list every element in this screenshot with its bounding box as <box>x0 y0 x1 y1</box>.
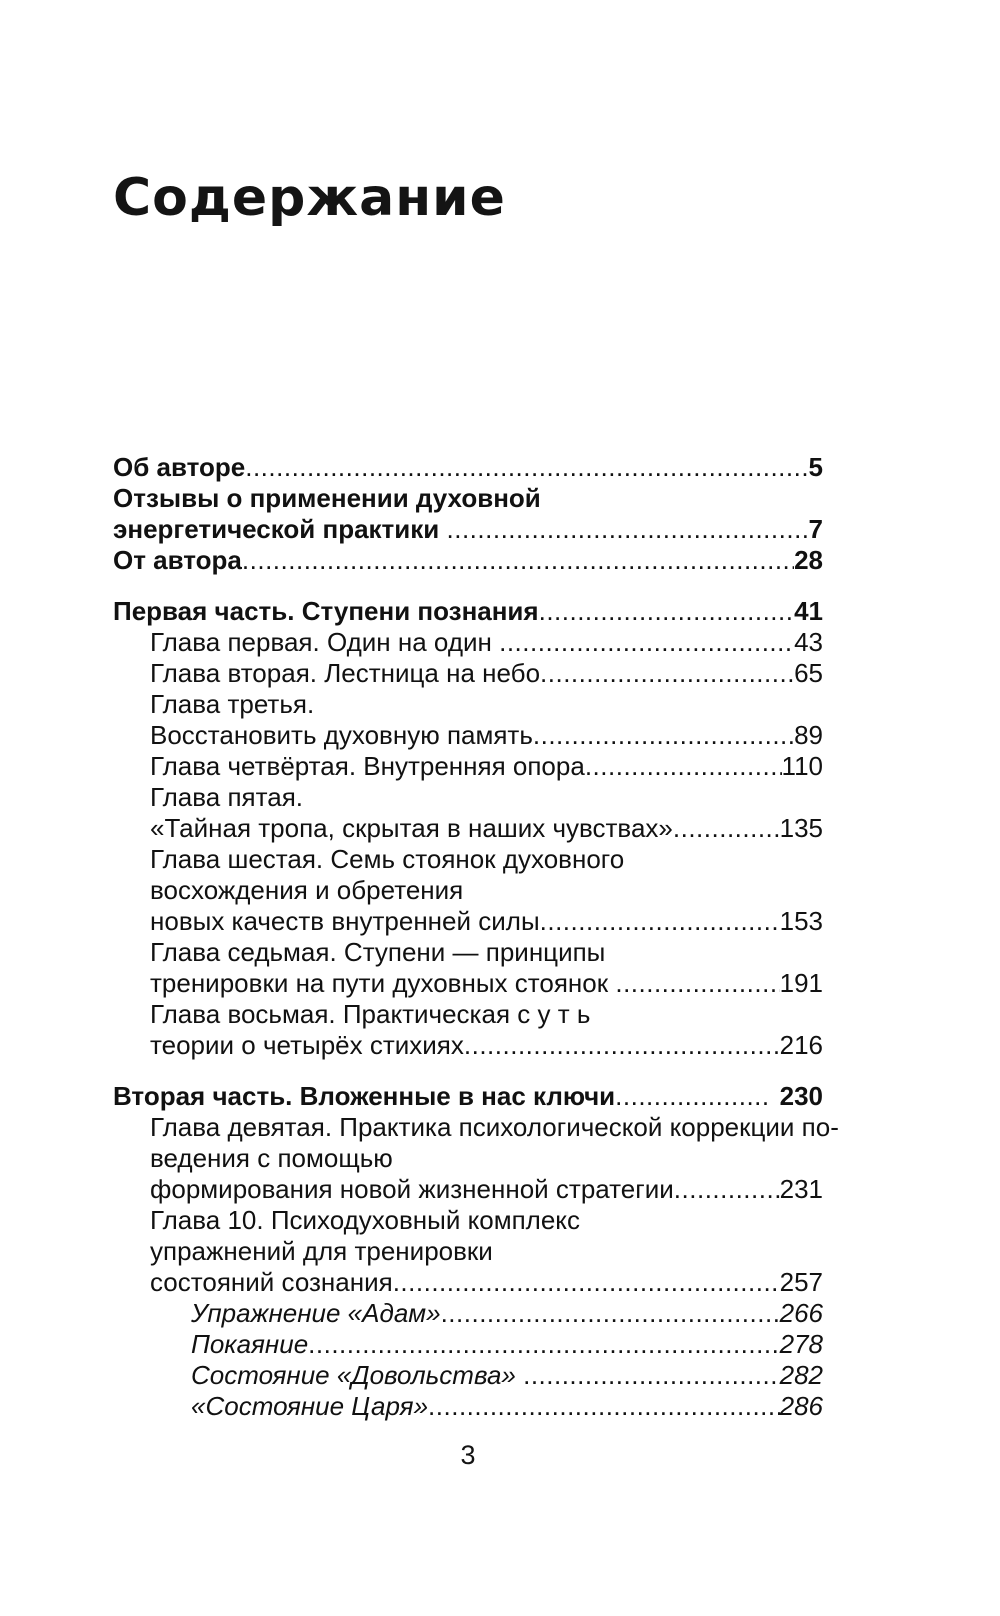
toc-entry <box>113 999 823 1061</box>
toc-line <box>150 1267 823 1298</box>
toc-entry-text: формирования новой жизненной стратегии <box>150 1174 674 1204</box>
toc-entry <box>113 1205 823 1298</box>
toc-entry-text: Восстановить духовную память <box>150 720 533 750</box>
toc-entry-text: Глава 10. Психодуховный комплекс <box>150 1205 580 1235</box>
toc-entry <box>113 689 823 751</box>
toc-line <box>113 545 823 576</box>
dot-leader <box>499 627 794 658</box>
toc-entry-text: От автора <box>113 545 242 575</box>
toc-line <box>150 1030 823 1061</box>
toc-entry <box>113 782 823 844</box>
toc-entry-text: новых качеств внутренней силы <box>150 906 540 936</box>
toc-entry-text: состояний сознания <box>150 1267 393 1297</box>
toc-line <box>150 1205 823 1236</box>
toc-entry-text: Глава третья. <box>150 689 315 719</box>
toc-line <box>150 968 823 999</box>
toc-line <box>150 720 823 751</box>
toc-page-number: 110 <box>781 751 823 781</box>
toc-entry-text: упражнений для тренировки <box>150 1236 493 1266</box>
toc-page-number: 266 <box>779 1298 823 1328</box>
toc-line <box>113 514 823 545</box>
toc-entry <box>113 1391 823 1422</box>
toc-line <box>150 782 823 813</box>
toc-entry-text: Глава четвёртая. Внутренняя опора <box>150 751 585 781</box>
toc-line <box>113 483 823 514</box>
toc-entry-text: Вторая часть. Вложенные в нас ключи <box>113 1081 616 1111</box>
toc-page-number: 41 <box>794 596 823 626</box>
toc-entry <box>113 1081 823 1112</box>
dot-leader <box>245 452 808 483</box>
footer-page-number: 3 <box>460 1440 476 1470</box>
toc-line <box>150 937 823 968</box>
toc-entry-text: Упражнение «Адам» <box>191 1298 441 1328</box>
toc-page-number: 65 <box>794 658 823 688</box>
dot-leader <box>393 1267 780 1298</box>
toc-entry-text: ведения с помощью <box>150 1143 393 1173</box>
dot-leader <box>441 1298 780 1329</box>
toc-entry-text: «Состояние Царя» <box>191 1391 429 1421</box>
dot-leader <box>447 514 809 545</box>
toc-line <box>150 875 823 906</box>
toc-entry-text: энергетической практики <box>113 514 447 544</box>
toc-line <box>191 1329 823 1360</box>
toc-page-number: 89 <box>794 720 823 750</box>
toc-line <box>150 689 823 720</box>
toc-page-number: 153 <box>779 906 823 936</box>
toc-entry-text: Покаяние <box>191 1329 309 1359</box>
toc-entry <box>113 844 823 937</box>
dot-leader <box>615 968 779 999</box>
dot-leader <box>585 751 782 782</box>
dot-leader <box>428 1391 780 1422</box>
dot-leader <box>615 1081 772 1112</box>
dot-leader <box>533 720 794 751</box>
toc-page-number: 216 <box>779 1030 823 1060</box>
toc-line <box>113 452 823 483</box>
toc-line <box>150 1143 823 1174</box>
toc-entry <box>113 1112 839 1205</box>
dot-leader <box>540 906 780 937</box>
toc-line <box>150 999 823 1030</box>
toc-entry <box>113 596 823 627</box>
toc-entry <box>113 937 823 999</box>
toc-line <box>150 658 823 689</box>
toc-entry-text: теории о четырёх стихиях <box>150 1030 464 1060</box>
toc-page-number: 43 <box>794 627 823 657</box>
toc-line <box>150 751 823 782</box>
toc-entry <box>113 627 823 658</box>
toc-entry <box>113 658 823 689</box>
dot-leader <box>308 1329 779 1360</box>
toc-line <box>150 1112 839 1143</box>
toc-entry-text: Глава седьмая. Ступени — принципы <box>150 937 606 967</box>
toc-line <box>150 844 823 875</box>
toc-entry-text: Об авторе <box>113 452 246 482</box>
toc-entry-text: Глава вторая. Лестница на небо <box>150 658 541 688</box>
toc-line <box>113 596 823 627</box>
toc-entry-text: Глава восьмая. Практическая с у т ь <box>150 999 591 1029</box>
toc-page-number: 286 <box>779 1391 823 1421</box>
toc-page-number: 7 <box>808 514 823 544</box>
toc-entry <box>113 751 823 782</box>
page-title: Содержание <box>113 168 506 228</box>
toc-page-number: 191 <box>779 968 823 998</box>
dot-leader <box>674 1174 780 1205</box>
toc-entry-text: Глава первая. Один на один <box>150 627 500 657</box>
toc-page-number: 230 <box>772 1081 823 1111</box>
toc-entry <box>113 483 823 545</box>
toc-line <box>150 1174 823 1205</box>
toc-page-number: 5 <box>808 452 823 482</box>
toc-page-number: 278 <box>779 1329 823 1359</box>
toc-entry <box>113 545 823 576</box>
dot-leader <box>242 545 794 576</box>
toc-entry-text: восхождения и обретения <box>150 875 464 905</box>
toc-entry-text: Глава шестая. Семь стоянок духовного <box>150 844 625 874</box>
toc-line <box>113 1081 823 1112</box>
dot-leader <box>539 596 794 627</box>
dot-leader <box>540 658 794 689</box>
toc-page-number: 257 <box>779 1267 823 1297</box>
toc-page-number: 282 <box>779 1360 823 1390</box>
toc-line <box>150 1236 823 1267</box>
toc-entry-text: «Тайная тропа, скрытая в наших чувствах» <box>150 813 673 843</box>
toc-line <box>150 813 823 844</box>
toc-entry <box>113 1360 823 1391</box>
toc-entry-text: Глава девятая. Практика психологической коррекции по- <box>150 1112 839 1142</box>
toc-entry-text: тренировки на пути духовных стоянок <box>150 968 616 998</box>
toc-line <box>150 627 823 658</box>
toc-entry-text: Состояние «Довольства» <box>191 1360 524 1390</box>
toc-page-number: 231 <box>779 1174 823 1204</box>
toc-line <box>191 1298 823 1329</box>
toc-page-number: 135 <box>779 813 823 843</box>
toc-line <box>191 1360 823 1391</box>
toc-entry-text: Первая часть. Ступени познания <box>113 596 539 626</box>
book-page <box>113 0 839 1470</box>
dot-leader <box>523 1360 780 1391</box>
toc-line <box>150 906 823 937</box>
toc-line <box>191 1391 823 1422</box>
toc-page-number: 28 <box>794 545 823 575</box>
dot-leader <box>673 813 780 844</box>
toc-entry <box>113 1329 823 1360</box>
toc-entry-text: Глава пятая. <box>150 782 303 812</box>
toc-entry <box>113 1298 823 1329</box>
toc-entry-text: Отзывы о применении духовной <box>113 483 541 513</box>
dot-leader <box>464 1030 780 1061</box>
toc-entry <box>113 452 823 483</box>
toc-list <box>113 452 839 1422</box>
